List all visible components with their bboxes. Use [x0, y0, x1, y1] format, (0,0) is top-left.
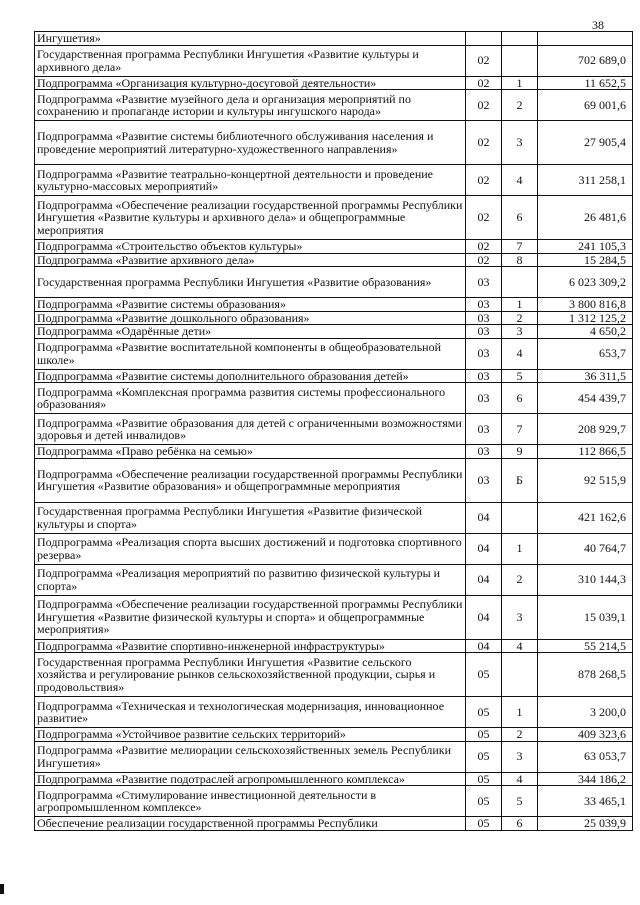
row-amount-cell: 36 311,5 [538, 369, 633, 383]
row-subprogram-code-cell: 4 [502, 639, 538, 653]
scan-edge-mark [0, 884, 4, 894]
row-amount-cell: 208 929,7 [538, 414, 633, 445]
row-amount-cell: 344 186,2 [538, 772, 633, 786]
table-row [35, 240, 633, 254]
row-subprogram-code-cell [502, 32, 538, 46]
row-program-code-cell: 03 [466, 458, 502, 502]
table-row [35, 267, 633, 298]
row-program-code-cell: 05 [466, 817, 502, 831]
row-subprogram-code-cell: 5 [502, 786, 538, 817]
row-subprogram-code-cell: 8 [502, 253, 538, 267]
row-amount-cell: 15 039,1 [538, 595, 633, 639]
row-subprogram-code-cell: 5 [502, 369, 538, 383]
row-subprogram-code-cell: 1 [502, 76, 538, 90]
row-amount-cell: 55 214,5 [538, 639, 633, 653]
row-program-code-cell: 04 [466, 564, 502, 595]
row-name-cell: Подпрограмма «Развитие воспитательной компоненты в общеобразовательной школе» [35, 338, 466, 369]
row-name-cell: Ингушетия» [35, 32, 466, 46]
table-row [35, 311, 633, 325]
table-row [35, 196, 633, 240]
row-program-code-cell: 03 [466, 311, 502, 325]
row-amount-cell: 69 001,6 [538, 90, 633, 121]
row-subprogram-code-cell: 1 [502, 533, 538, 564]
table-row [35, 45, 633, 76]
row-program-code-cell: 05 [466, 741, 502, 772]
row-program-code-cell: 03 [466, 445, 502, 459]
row-program-code-cell: 05 [466, 697, 502, 728]
row-amount-cell: 241 105,3 [538, 240, 633, 254]
row-name-cell: Подпрограмма «Устойчивое развитие сельских территорий» [35, 728, 466, 742]
row-amount-cell: 311 258,1 [538, 165, 633, 196]
table-row [35, 325, 633, 339]
row-amount-cell: 15 284,5 [538, 253, 633, 267]
row-subprogram-code-cell: 3 [502, 741, 538, 772]
row-program-code-cell: 04 [466, 639, 502, 653]
row-subprogram-code-cell [502, 267, 538, 298]
page-number: 38 [592, 18, 604, 32]
row-subprogram-code-cell: 1 [502, 697, 538, 728]
row-program-code-cell: 02 [466, 196, 502, 240]
row-amount-cell: 26 481,6 [538, 196, 633, 240]
row-program-code-cell: 03 [466, 298, 502, 312]
table-row [35, 564, 633, 595]
row-subprogram-code-cell: 3 [502, 325, 538, 339]
row-name-cell: Государственная программа Республики Ингушетия «Развитие физической культуры и спорта» [35, 502, 466, 533]
row-program-code-cell: 05 [466, 786, 502, 817]
row-name-cell: Подпрограмма «Развитие образования для детей с ограниченными возможностями здоровья и детей инвалидов» [35, 414, 466, 445]
row-program-code-cell: 05 [466, 728, 502, 742]
table-row [35, 533, 633, 564]
row-name-cell: Подпрограмма «Одарённые дети» [35, 325, 466, 339]
row-amount-cell: 27 905,4 [538, 121, 633, 165]
table-row [35, 728, 633, 742]
row-program-code-cell: 02 [466, 253, 502, 267]
row-amount-cell: 3 800 816,8 [538, 298, 633, 312]
table-row [35, 414, 633, 445]
table-row [35, 502, 633, 533]
row-subprogram-code-cell: 4 [502, 165, 538, 196]
row-name-cell: Государственная программа Республики Ингушетия «Развитие образования» [35, 267, 466, 298]
row-name-cell: Подпрограмма «Реализация мероприятий по развитию физической культуры и спорта» [35, 564, 466, 595]
table-row [35, 445, 633, 459]
row-amount-cell: 6 023 309,2 [538, 267, 633, 298]
row-subprogram-code-cell: 2 [502, 311, 538, 325]
row-program-code-cell: 02 [466, 240, 502, 254]
row-amount-cell: 25 039,9 [538, 817, 633, 831]
row-subprogram-code-cell [502, 653, 538, 697]
row-program-code-cell: 04 [466, 595, 502, 639]
table-row [35, 298, 633, 312]
row-subprogram-code-cell: 2 [502, 564, 538, 595]
row-subprogram-code-cell: 9 [502, 445, 538, 459]
row-program-code-cell [466, 32, 502, 46]
row-name-cell: Подпрограмма «Техническая и технологическая модернизация, инновационное развитие» [35, 697, 466, 728]
row-program-code-cell: 03 [466, 325, 502, 339]
row-amount-cell: 112 866,5 [538, 445, 633, 459]
row-name-cell: Подпрограмма «Обеспечение реализации государственной программы Республики Ингушетия «Развитие физической культуры и спорта» и общепрограммные мероприятия» [35, 595, 466, 639]
row-amount-cell: 4 650,2 [538, 325, 633, 339]
table-row [35, 165, 633, 196]
table-row [35, 458, 633, 502]
table-row [35, 383, 633, 414]
row-program-code-cell: 03 [466, 369, 502, 383]
row-program-code-cell: 02 [466, 45, 502, 76]
table-row [35, 253, 633, 267]
row-program-code-cell: 03 [466, 267, 502, 298]
table-row [35, 741, 633, 772]
row-name-cell: Подпрограмма «Развитие музейного дела и организация мероприятий по сохранению и пропаганде истории и культуры ингушского народа» [35, 90, 466, 121]
table-row [35, 595, 633, 639]
row-name-cell: Подпрограмма «Организация культурно-досуговой деятельности» [35, 76, 466, 90]
row-name-cell: Подпрограмма «Развитие подотраслей агропромышленного комплекса» [35, 772, 466, 786]
table-row [35, 786, 633, 817]
row-amount-cell: 1 312 125,2 [538, 311, 633, 325]
row-amount-cell: 421 162,6 [538, 502, 633, 533]
row-subprogram-code-cell: 3 [502, 595, 538, 639]
row-subprogram-code-cell: 4 [502, 338, 538, 369]
row-program-code-cell: 02 [466, 90, 502, 121]
row-program-code-cell: 04 [466, 502, 502, 533]
row-amount-cell: 40 764,7 [538, 533, 633, 564]
row-amount-cell: 878 268,5 [538, 653, 633, 697]
row-subprogram-code-cell: 3 [502, 121, 538, 165]
row-name-cell: Подпрограмма «Обеспечение реализации государственной программы Республики Ингушетия «Развитие культуры и архивного дела» и общепрограммные мероприятия [35, 196, 466, 240]
row-amount-cell: 92 515,9 [538, 458, 633, 502]
row-amount-cell: 653,7 [538, 338, 633, 369]
row-name-cell: Подпрограмма «Строительство объектов культуры» [35, 240, 466, 254]
row-subprogram-code-cell: 2 [502, 728, 538, 742]
budget-table [34, 31, 633, 831]
row-subprogram-code-cell: 6 [502, 383, 538, 414]
row-name-cell: Подпрограмма «Развитие системы дополнительного образования детей» [35, 369, 466, 383]
row-amount-cell: 11 652,5 [538, 76, 633, 90]
row-amount-cell: 409 323,6 [538, 728, 633, 742]
row-name-cell: Подпрограмма «Развитие системы образования» [35, 298, 466, 312]
row-amount-cell: 454 439,7 [538, 383, 633, 414]
row-name-cell: Подпрограмма «Развитие дошкольного образования» [35, 311, 466, 325]
row-subprogram-code-cell [502, 502, 538, 533]
row-name-cell: Подпрограмма «Развитие театрально-концертной деятельности и проведение культурно-массовых мероприятий» [35, 165, 466, 196]
table-row [35, 32, 633, 46]
row-name-cell: Обеспечение реализации государственной программы Республики [35, 817, 466, 831]
row-name-cell: Подпрограмма «Развитие системы библиотечного обслуживания населения и проведение мероприятий литературно-художественного направления» [35, 121, 466, 165]
row-program-code-cell: 05 [466, 653, 502, 697]
row-subprogram-code-cell: 7 [502, 240, 538, 254]
row-program-code-cell: 05 [466, 772, 502, 786]
row-amount-cell: 702 689,0 [538, 45, 633, 76]
row-name-cell: Подпрограмма «Развитие архивного дела» [35, 253, 466, 267]
row-name-cell: Подпрограмма «Право ребёнка на семью» [35, 445, 466, 459]
row-name-cell: Подпрограмма «Развитие спортивно-инженерной инфраструктуры» [35, 639, 466, 653]
row-amount-cell [538, 32, 633, 46]
table-row [35, 697, 633, 728]
row-name-cell: Государственная программа Республики Ингушетия «Развитие культуры и архивного дела» [35, 45, 466, 76]
row-program-code-cell: 03 [466, 338, 502, 369]
row-program-code-cell: 04 [466, 533, 502, 564]
table-row [35, 653, 633, 697]
row-subprogram-code-cell [502, 45, 538, 76]
row-name-cell: Подпрограмма «Комплексная программа развития системы профессионального образования» [35, 383, 466, 414]
row-subprogram-code-cell: 1 [502, 298, 538, 312]
row-program-code-cell: 02 [466, 76, 502, 90]
row-subprogram-code-cell: 4 [502, 772, 538, 786]
row-subprogram-code-cell: Б [502, 458, 538, 502]
table-row [35, 817, 633, 831]
row-amount-cell: 3 200,0 [538, 697, 633, 728]
row-amount-cell: 310 144,3 [538, 564, 633, 595]
row-program-code-cell: 03 [466, 414, 502, 445]
row-name-cell: Подпрограмма «Стимулирование инвестиционной деятельности в агропромышленном комплексе» [35, 786, 466, 817]
row-name-cell: Подпрограмма «Реализация спорта высших достижений и подготовка спортивного резерва» [35, 533, 466, 564]
table-row [35, 338, 633, 369]
table-row [35, 121, 633, 165]
row-name-cell: Подпрограмма «Развитие мелиорации сельскохозяйственных земель Республики Ингушетия» [35, 741, 466, 772]
row-amount-cell: 33 465,1 [538, 786, 633, 817]
table-row [35, 369, 633, 383]
table-row [35, 76, 633, 90]
budget-table-body [35, 32, 633, 831]
row-subprogram-code-cell: 7 [502, 414, 538, 445]
table-row [35, 639, 633, 653]
row-name-cell: Подпрограмма «Обеспечение реализации государственной программы Республики Ингушетия «Развитие образования» и общепрограммные мероприятия [35, 458, 466, 502]
row-amount-cell: 63 053,7 [538, 741, 633, 772]
row-subprogram-code-cell: 6 [502, 196, 538, 240]
table-row [35, 90, 633, 121]
row-subprogram-code-cell: 6 [502, 817, 538, 831]
row-subprogram-code-cell: 2 [502, 90, 538, 121]
row-name-cell: Государственная программа Республики Ингушетия «Развитие сельского хозяйства и регулирование рынков сельскохозяйственной продукции, сырья и продовольствия» [35, 653, 466, 697]
row-program-code-cell: 03 [466, 383, 502, 414]
row-program-code-cell: 02 [466, 121, 502, 165]
table-row [35, 772, 633, 786]
row-program-code-cell: 02 [466, 165, 502, 196]
